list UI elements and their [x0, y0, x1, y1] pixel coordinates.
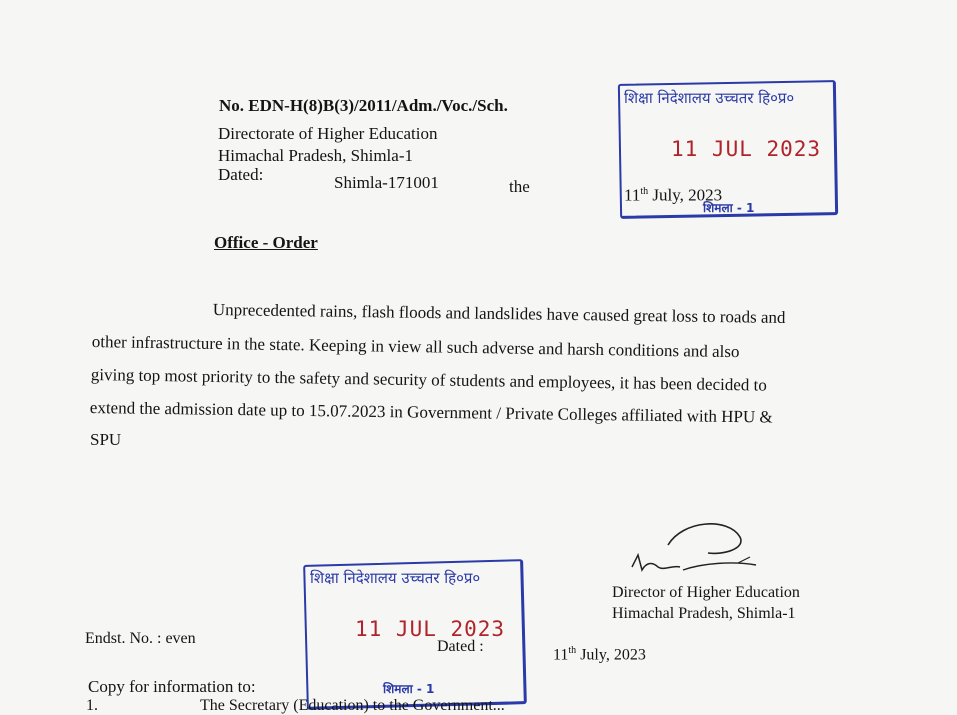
copy-item-number: 1. [86, 697, 98, 714]
reference-number: No. EDN-H(8)B(3)/2011/Adm./Voc./Sch. [219, 96, 508, 115]
office-address: Himachal Pradesh, Shimla-1 [218, 146, 413, 165]
copy-label: Copy for information to: [88, 677, 256, 696]
signatory-address: Himachal Pradesh, Shimla-1 [612, 605, 796, 622]
stamp-place: शिमला - 1 [383, 682, 435, 696]
stamp-office-title: शिक्षा निदेशालय उच्चतर हि०प्र० [310, 569, 481, 587]
body-line-1: Unprecedented rains, flash floods and landslides have caused great loss to roads and [212, 300, 786, 327]
body-line-5: SPU [90, 430, 122, 449]
stamp-office-title: शिक्षा निदेशालय उच्चतर हि०प्र० [624, 89, 795, 107]
copy-item-text: The Secretary (Education) to the Government... [200, 697, 505, 714]
the-word: the [509, 177, 530, 196]
endorsement-dated-label: Dated : [437, 638, 484, 655]
document-title: Office - Order [214, 233, 318, 252]
signatory-designation: Director of Higher Education [612, 584, 800, 601]
place: Shimla-171001 [334, 173, 439, 192]
endorsement-number: Endst. No. : even [85, 630, 196, 647]
header-date: 11th July, 2023 [624, 185, 723, 205]
office-name: Directorate of Higher Education [218, 124, 438, 143]
body-line-4: extend the admission date up to 15.07.2023 in Government / Private Colleges affiliated with HPU & [89, 398, 773, 427]
body-line-3: giving top most priority to the safety and security of students and employees, it has been decided to [90, 365, 767, 395]
endorsement-date: 11th July, 2023 [553, 645, 646, 664]
stamp-place: शिमला - 1 [703, 201, 755, 215]
body-line-2: other infrastructure in the state. Keeping in view all such adverse and harsh conditions and also [91, 332, 740, 362]
stamp-date: 11 JUL 2023 [671, 137, 822, 161]
signature-scribble [628, 515, 763, 585]
stamp-date: 11 JUL 2023 [355, 617, 506, 641]
dated-label: Dated: [218, 165, 264, 184]
